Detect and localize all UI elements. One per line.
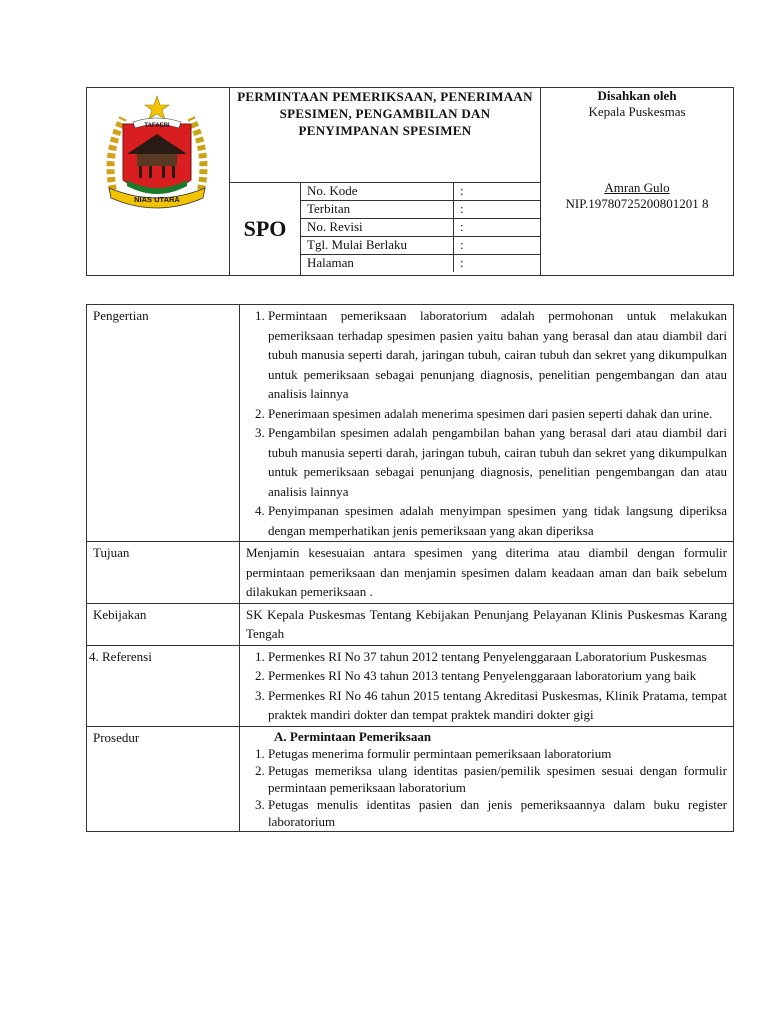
approver-name: Amran Gulo — [604, 180, 670, 195]
meta-row: Terbitan : — [301, 201, 540, 219]
approver-position: Kepala Puskesmas — [588, 104, 686, 119]
logo-text-bottom: NIAS UTARA — [134, 195, 180, 204]
section-label: Prosedur — [87, 726, 240, 831]
sop-content-table — [86, 304, 734, 832]
list-item: 2. Permenkes RI No 43 tahun 2013 tentang Penyelenggaraan laboratorium yang baik — [268, 666, 727, 686]
meta-row: Halaman : — [301, 255, 540, 273]
approver-nip: NIP.19780725200801201 8 — [565, 196, 709, 211]
spo-label: SPO — [230, 183, 301, 276]
section-pengertian — [87, 305, 734, 542]
list-item: 2. Penerimaan spesimen adalah menerima spesimen dari pasien seperti dahak dan urine. — [268, 404, 727, 424]
list-item: 1. Permintaan pemeriksaan laboratorium adalah permohonan untuk melakukan pemeriksaan terhadap spesimen pasien yaitu bahan yang berasal dan atau diambil dari tubuh manusia seperti darah, jaringan tubuh, cairan tubuh dan sekret yang dikumpulkan untuk pemeriksaan sebagai penunjang diagnosis, penelitian pengembangan dan atau analisis lainnya — [268, 306, 727, 404]
section-label: Kebijakan — [87, 603, 240, 645]
kebijakan-text: SK Kepala Puskesmas Tentang Kebijakan Penunjang Pelayanan Klinis Puskesmas Karang Tengah — [240, 603, 734, 645]
list-item: 1. Permenkes RI No 37 tahun 2012 tentang Penyelenggaraan Laboratorium Puskesmas — [268, 647, 727, 667]
logo-cell — [87, 88, 230, 276]
section-referensi — [87, 645, 734, 726]
approved-by-label: Disahkan oleh — [597, 88, 677, 103]
list-item: 3. Permenkes RI No 46 tahun 2015 tentang Akreditasi Puskesmas, Klinik Pratama, tempat praktek mandiri dokter dan tempat praktek mandiri dokter gigi — [268, 686, 727, 725]
list-item: 3. Pengambilan spesimen adalah pengambilan bahan yang berasal dari atau diambil dari tubuh manusia seperti darah, jaringan tubuh, cairan tubuh dan sekret yang dikumpulkan untuk pemeriksaan sebagai penunjang diagnosis, penelitian pengembangan dan atau analisis lainnya — [268, 423, 727, 501]
list-item: 2. Petugas memeriksa ulang identitas pasien/pemilik spesimen sesuai dengan formulir permintaan pemeriksaan laboratorium — [268, 762, 727, 796]
referensi-list — [246, 647, 727, 725]
meta-row: No. Kode : — [301, 183, 540, 201]
meta-row: Tgl. Mulai Berlaku : — [301, 237, 540, 255]
section-label: Tujuan — [87, 542, 240, 604]
sop-title: PERMINTAAN PEMERIKSAAN, PENERIMAAN SPESIMEN, PENGAMBILAN DAN PENYIMPANAN SPESIMEN — [230, 88, 541, 183]
section-prosedur — [87, 726, 734, 831]
section-label: 4. Referensi — [87, 645, 240, 726]
section-label: Pengertian — [87, 305, 240, 542]
prosedur-subtitle: A. Permintaan Pemeriksaan — [274, 728, 432, 744]
logo-text-top: TAFAERI — [144, 123, 170, 129]
list-item: 3. Petugas menulis identitas pasien dan jenis pemeriksaannya dalam buku register laboratorium — [268, 796, 727, 830]
list-item: 1. Petugas menerima formulir permintaan pemeriksaan laboratorium — [268, 745, 727, 762]
meta-cell — [301, 183, 541, 276]
prosedur-list — [246, 745, 727, 830]
sop-header-table — [86, 87, 734, 276]
regency-logo — [87, 88, 227, 270]
pengertian-list — [246, 306, 727, 540]
section-tujuan — [87, 542, 734, 604]
tujuan-text: Menjamin kesesuaian antara spesimen yang diterima atau diambil dengan formulir permintaan pemeriksaan dan menjamin spesimen dalam keadaan aman dan baik sebelum dilakukan pemeriksaan . — [240, 542, 734, 604]
approval-cell — [541, 88, 734, 276]
meta-row: No. Revisi : — [301, 219, 540, 237]
list-item: 4. Penyimpanan spesimen adalah menyimpan spesimen yang tidak langsung diperiksa dengan memperhatikan jenis pemeriksaan yang akan diperiksa — [268, 501, 727, 540]
document-meta-table — [301, 183, 540, 272]
section-kebijakan — [87, 603, 734, 645]
